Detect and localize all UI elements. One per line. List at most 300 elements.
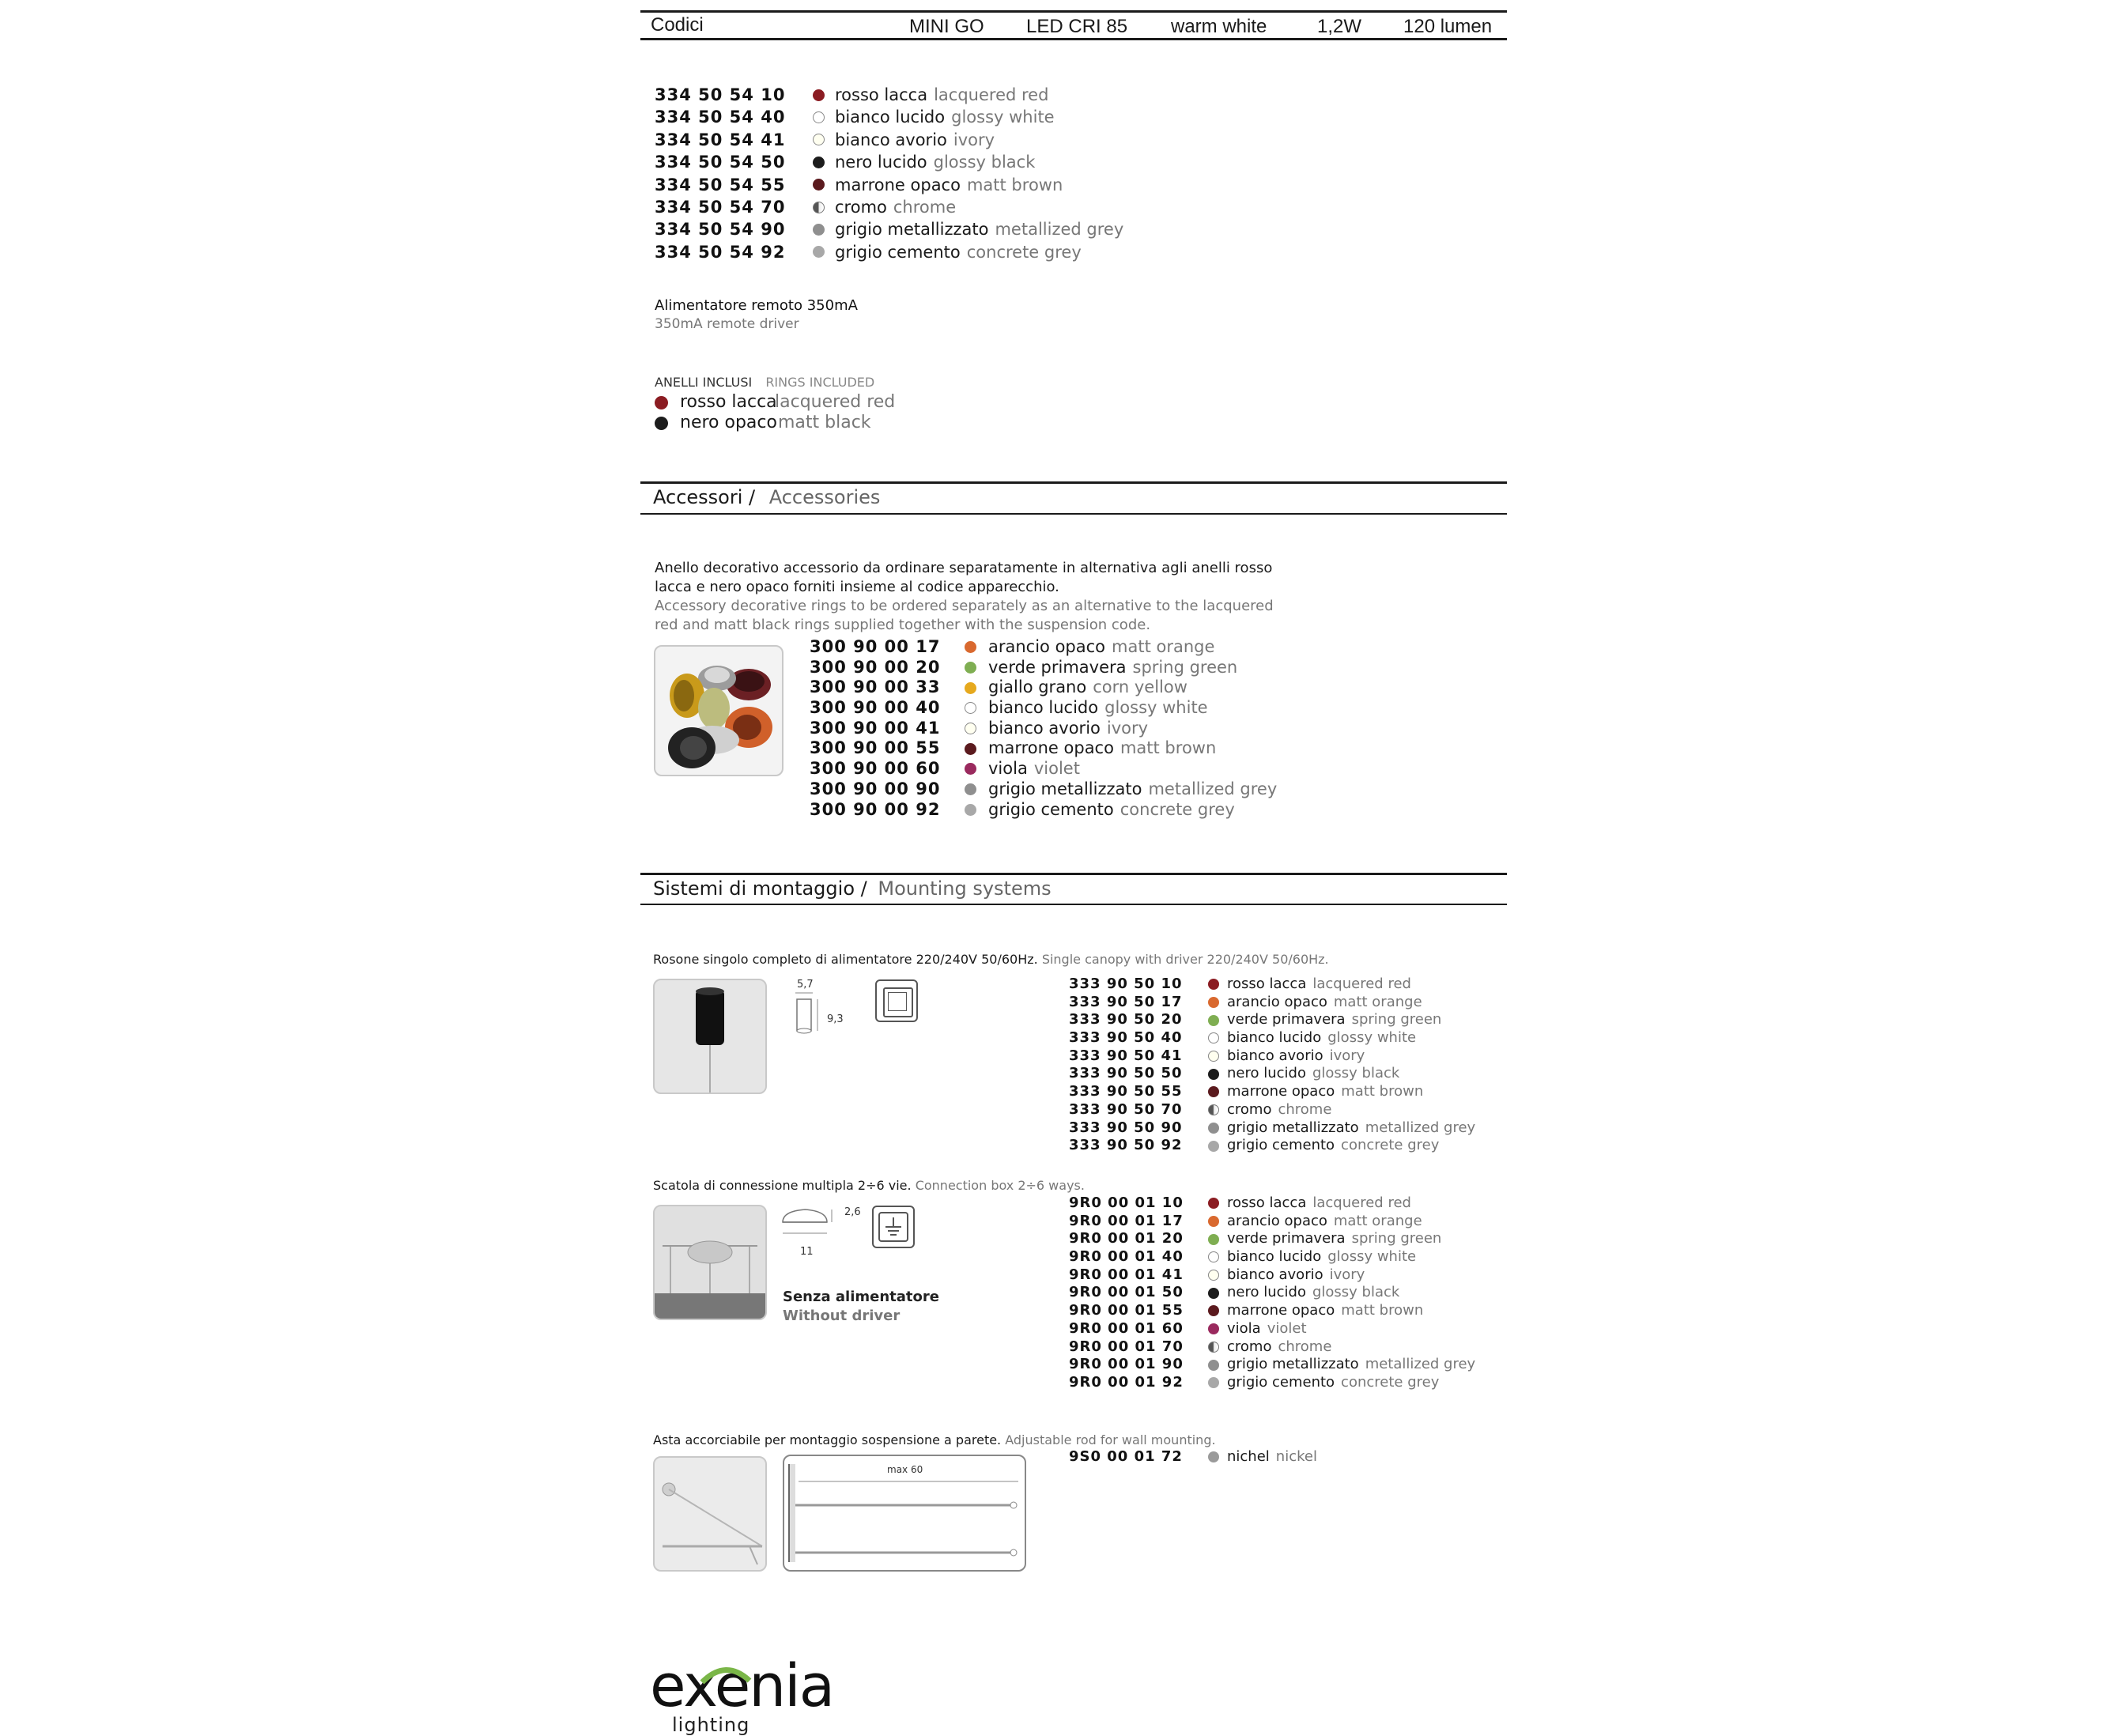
list-item — [655, 151, 1208, 173]
list-item — [1069, 1119, 1543, 1138]
list-item — [1069, 1083, 1543, 1101]
finish-name-en: metallized grey — [1365, 1119, 1476, 1136]
finish-name-it: rosso lacca — [1227, 976, 1307, 992]
color-swatch-icon — [1208, 1104, 1219, 1115]
product-code: 300 90 00 33 — [810, 677, 941, 697]
finish-name — [988, 779, 1277, 800]
accessories-bottom-rule — [640, 513, 1507, 515]
accessory-code-list — [810, 637, 1363, 820]
finish-name-it: marrone opaco — [1227, 1083, 1335, 1100]
finish-name — [988, 738, 1216, 759]
color-swatch-icon — [813, 202, 825, 213]
finish-name-it: marrone opaco — [835, 175, 961, 194]
finish-name — [1227, 1320, 1307, 1338]
rod-photo-image — [655, 1458, 765, 1570]
list-item — [810, 759, 1363, 779]
rod-desc — [653, 1432, 1216, 1447]
finish-name-it: verde primavera — [1227, 1230, 1346, 1247]
finish-name-it: cromo — [835, 197, 887, 217]
finish-name-it: nichel — [1227, 1448, 1270, 1465]
list-item — [810, 779, 1363, 800]
finish-name-en: ivory — [1329, 1266, 1365, 1283]
color-swatch-icon — [1208, 1032, 1219, 1043]
list-item — [1069, 1137, 1543, 1155]
finish-name-en: chrome — [1278, 1100, 1332, 1118]
finish-name — [988, 759, 1080, 779]
finish-name-en: matt orange — [1112, 637, 1215, 656]
product-code: 333 90 50 41 — [1069, 1047, 1183, 1064]
finish-name-it: grigio metallizzato — [1227, 1356, 1359, 1373]
main-code-list — [655, 84, 1208, 263]
color-swatch-icon — [813, 111, 825, 123]
mounting-title-it: Sistemi di montaggio / — [653, 877, 867, 900]
finish-name-it: marrone opaco — [1227, 1302, 1335, 1319]
list-item — [1069, 1011, 1543, 1029]
finish-name-it: giallo grano — [988, 677, 1087, 697]
list-item — [655, 84, 1208, 106]
finish-name — [835, 174, 1063, 196]
color-swatch-icon — [1208, 1288, 1219, 1299]
product-code: 334 50 54 10 — [655, 85, 786, 104]
product-code: 334 50 54 40 — [655, 108, 786, 127]
driver-it: Alimentatore remoto 350mA — [655, 297, 858, 314]
finish-name — [1227, 1356, 1475, 1374]
finish-name-en: ivory — [953, 130, 995, 149]
color-swatch-icon — [1208, 1305, 1219, 1316]
list-item — [1069, 1248, 1543, 1266]
rings-photo-image — [655, 647, 782, 775]
box-note-it: Senza alimentatore — [783, 1289, 939, 1305]
product-code: 300 90 00 55 — [810, 738, 941, 758]
product-code: 334 50 54 55 — [655, 175, 786, 194]
finish-name — [1227, 1194, 1411, 1213]
rod-desc-it: Asta accorciabile per montaggio sospensione a parete. — [653, 1432, 1002, 1447]
product-code: 9R0 00 01 90 — [1069, 1356, 1184, 1373]
canopy-desc-it: Rosone singolo completo di alimentatore 220/240V 50/60Hz. — [653, 952, 1038, 967]
finish-name-en: matt orange — [1333, 993, 1422, 1010]
finish-name-en: glossy white — [1104, 698, 1208, 718]
canopy-desc-en: Single canopy with driver 220/240V 50/60Hz. — [1041, 952, 1329, 967]
product-code: 333 90 50 70 — [1069, 1100, 1183, 1118]
color-swatch-icon — [1208, 997, 1219, 1008]
accessories-desc-en-1: Accessory decorative rings to be ordered separately as an alternative to the lacquered — [655, 598, 1274, 614]
product-code: 334 50 54 92 — [655, 242, 786, 262]
finish-name-it: bianco avorio — [1227, 1047, 1323, 1064]
list-item — [655, 129, 1208, 151]
finish-name — [1227, 1119, 1475, 1138]
color-swatch-icon — [1208, 1086, 1219, 1097]
color-swatch-icon — [1208, 1251, 1219, 1262]
canopy-photo-image — [655, 980, 765, 1093]
ground-symbol-icon — [872, 1206, 915, 1248]
canopy-desc — [653, 952, 1329, 967]
product-code: 333 90 50 10 — [1069, 976, 1183, 992]
finish-name-it: bianco lucido — [1227, 1248, 1322, 1266]
color-swatch-icon — [965, 723, 976, 734]
color-swatch-icon — [1208, 1141, 1219, 1152]
finish-name — [1227, 1083, 1423, 1101]
finish-name-it: verde primavera — [988, 657, 1127, 677]
finish-name-en: metallized grey — [1148, 779, 1278, 798]
finish-name-en: spring green — [1351, 1011, 1442, 1028]
product-code: 9R0 00 01 10 — [1069, 1194, 1184, 1211]
product-code: 333 90 50 55 — [1069, 1083, 1183, 1100]
list-item — [655, 241, 1208, 263]
color-swatch-icon — [965, 763, 976, 775]
finish-name-it: arancio opaco — [1227, 993, 1327, 1010]
list-item — [810, 637, 1363, 658]
product-code: 9R0 00 01 41 — [1069, 1266, 1184, 1283]
finish-name — [1227, 1137, 1439, 1155]
finish-name-en: metallized grey — [995, 220, 1124, 240]
finish-name-it: rosso lacca — [1227, 1194, 1307, 1211]
lumen: 120 lumen — [1403, 16, 1493, 37]
logo-tagline: lighting — [672, 1714, 750, 1736]
color-swatch-icon — [813, 224, 825, 236]
codes-label: Codici — [651, 14, 704, 36]
finish-name-it: grigio cemento — [835, 242, 961, 262]
finish-name — [835, 151, 1035, 173]
product-code: 300 90 00 60 — [810, 759, 941, 779]
list-item — [810, 719, 1363, 739]
finish-name-en: lacquered red — [1312, 1194, 1411, 1211]
finish-name-en: lacquered red — [934, 85, 1049, 104]
finish-name-it: grigio cemento — [1227, 1373, 1335, 1391]
color-swatch-icon — [965, 783, 976, 795]
accessories-title-it: Accessori / — [653, 486, 756, 508]
list-item — [1069, 1284, 1543, 1302]
rod-dim-label: max 60 — [887, 1464, 923, 1475]
finish-name — [835, 218, 1123, 240]
canopy-square-icon — [875, 979, 918, 1022]
list-item — [655, 218, 1208, 240]
finish-name — [835, 129, 995, 151]
finish-name-en: glossy white — [951, 108, 1055, 127]
led-spec: LED CRI 85 — [1026, 16, 1128, 37]
color-swatch-icon — [813, 246, 825, 258]
list-item — [810, 738, 1363, 759]
accessories-desc-it-2: lacca e nero opaco forniti insieme al codice apparecchio. — [655, 579, 1059, 595]
box-dim-w: 11 — [800, 1246, 814, 1258]
finish-name-en: glossy white — [1327, 1248, 1417, 1266]
color-swatch-icon — [965, 743, 976, 755]
finish-name-it: cromo — [1227, 1338, 1272, 1355]
list-item — [655, 413, 1050, 433]
finish-name-en: spring green — [1351, 1230, 1442, 1247]
finish-name-en: ivory — [1329, 1047, 1365, 1064]
finish-name — [1227, 1101, 1331, 1119]
finish-name — [1227, 1266, 1365, 1285]
rings-label — [655, 375, 874, 390]
color-swatch-icon — [965, 641, 976, 653]
finish-name-en: chrome — [893, 197, 957, 217]
finish-name — [1227, 1448, 1317, 1466]
color-swatch-icon — [1208, 1051, 1219, 1062]
finish-name-it: grigio metallizzato — [988, 779, 1142, 798]
finish-name — [988, 658, 1237, 678]
list-item — [810, 698, 1363, 719]
finish-name-en: violet — [1267, 1319, 1307, 1337]
color-swatch-icon — [1208, 1360, 1219, 1371]
finish-name — [1227, 1065, 1399, 1083]
rings-label-en: RINGS INCLUDED — [765, 375, 875, 390]
box-dim-h: 2,6 — [844, 1206, 861, 1218]
finish-name-it: marrone opaco — [988, 738, 1114, 758]
color-swatch-icon — [965, 702, 976, 714]
color-swatch-icon — [1208, 1198, 1219, 1209]
product-code: 334 50 54 41 — [655, 130, 786, 149]
product-code: 300 90 00 20 — [810, 657, 941, 677]
finish-name — [988, 719, 1148, 739]
finish-name-it: grigio metallizzato — [1227, 1119, 1359, 1136]
finish-name-en: chrome — [1278, 1338, 1332, 1355]
color-swatch-icon — [965, 804, 976, 816]
finish-name-it: rosso lacca — [680, 392, 777, 412]
box-desc — [653, 1178, 1085, 1193]
list-item — [1069, 1448, 1543, 1466]
rod-drawing — [783, 1455, 1026, 1572]
finish-name-en: concrete grey — [1341, 1373, 1440, 1391]
list-item — [1069, 1213, 1543, 1231]
color-temp: warm white — [1171, 16, 1267, 37]
finish-name-it: verde primavera — [1227, 1011, 1346, 1028]
finish-name — [1227, 1338, 1331, 1357]
finish-name-it: viola — [1227, 1319, 1261, 1337]
color-swatch-icon — [655, 396, 668, 409]
finish-name — [835, 106, 1055, 128]
finish-name-en: matt brown — [1341, 1302, 1424, 1319]
finish-name-it: grigio cemento — [988, 799, 1114, 819]
color-swatch-icon — [655, 417, 668, 430]
finish-name-it: arancio opaco — [988, 637, 1106, 656]
finish-name-en: nickel — [1275, 1448, 1317, 1465]
product-code: 9S0 00 01 72 — [1069, 1448, 1183, 1465]
mounting-title — [653, 877, 1052, 900]
finish-name-en: matt black — [778, 413, 871, 432]
finish-name-it: bianco avorio — [1227, 1266, 1323, 1283]
finish-name-it: bianco lucido — [1227, 1029, 1322, 1047]
finish-name-it: rosso lacca — [835, 85, 928, 104]
product-code: 334 50 54 50 — [655, 153, 786, 172]
color-swatch-icon — [813, 89, 825, 101]
box-dimension-drawing — [780, 1205, 843, 1244]
rod-code-list — [1069, 1448, 1543, 1466]
finish-name-en: matt brown — [966, 175, 1063, 194]
finish-name-it: nero lucido — [835, 153, 927, 172]
finish-name-en: concrete grey — [1120, 799, 1235, 819]
color-swatch-icon — [1208, 979, 1219, 990]
box-note-en: Without driver — [783, 1308, 901, 1324]
finish-name-en: violet — [1033, 759, 1080, 779]
box-desc-en: Connection box 2÷6 ways. — [915, 1178, 1085, 1193]
product-code: 9R0 00 01 92 — [1069, 1373, 1184, 1391]
color-swatch-icon — [965, 662, 976, 674]
header-bottom-rule — [640, 38, 1507, 40]
finish-name-en: lacquered red — [1312, 976, 1411, 992]
finish-name-it: bianco lucido — [835, 108, 946, 127]
list-item — [1069, 1047, 1543, 1066]
product-code: 300 90 00 17 — [810, 637, 941, 656]
finish-name-it: nero lucido — [1227, 1284, 1306, 1301]
canopy-dimension-drawing — [791, 991, 822, 1039]
finish-name-it: bianco avorio — [988, 718, 1101, 738]
finish-name-en: metallized grey — [1365, 1356, 1476, 1373]
finish-name-en: concrete grey — [1341, 1137, 1440, 1154]
rings-included-list — [655, 392, 1050, 440]
product-code: 300 90 00 90 — [810, 779, 941, 798]
color-swatch-icon — [1208, 1323, 1219, 1334]
product-code: 333 90 50 40 — [1069, 1029, 1183, 1047]
finish-name-en: ivory — [1106, 718, 1149, 738]
color-swatch-icon — [1208, 1377, 1219, 1388]
finish-name — [835, 241, 1082, 263]
finish-name-en: glossy black — [1312, 1284, 1400, 1301]
list-item — [1069, 1065, 1543, 1083]
color-swatch-icon — [965, 682, 976, 694]
rings-label-it: ANELLI INCLUSI — [655, 375, 753, 390]
canopy-photo — [653, 979, 767, 1094]
color-swatch-icon — [813, 179, 825, 191]
finish-name-it: bianco lucido — [988, 698, 1099, 718]
finish-name — [1227, 1302, 1423, 1320]
list-item — [1069, 1029, 1543, 1047]
finish-name-en: glossy white — [1327, 1029, 1417, 1047]
list-item — [655, 196, 1208, 218]
finish-name-it: nero lucido — [1227, 1065, 1306, 1082]
list-item — [1069, 1302, 1543, 1320]
canopy-dim-h: 9,3 — [827, 1013, 844, 1025]
finish-name — [1227, 1047, 1365, 1066]
box-photo — [653, 1205, 767, 1320]
product-code: 333 90 50 20 — [1069, 1011, 1183, 1028]
finish-name — [1227, 1230, 1441, 1248]
color-swatch-icon — [1208, 1216, 1219, 1227]
rod-desc-en: Adjustable rod for wall mounting. — [1005, 1432, 1216, 1447]
finish-name-it: grigio metallizzato — [835, 220, 989, 240]
product-code: 300 90 00 92 — [810, 799, 941, 819]
finish-name — [1227, 1248, 1416, 1266]
box-desc-it: Scatola di connessione multipla 2÷6 vie. — [653, 1178, 912, 1193]
list-item — [1069, 1194, 1543, 1213]
finish-name — [988, 637, 1214, 658]
product-code: 9R0 00 01 60 — [1069, 1319, 1184, 1337]
list-item — [1069, 994, 1543, 1012]
list-item — [1069, 1374, 1543, 1392]
mounting-bottom-rule — [640, 904, 1507, 905]
product-code: 9R0 00 01 55 — [1069, 1302, 1184, 1319]
finish-name — [1227, 1011, 1441, 1029]
finish-name-it: cromo — [1227, 1100, 1272, 1118]
product-code: 9R0 00 01 40 — [1069, 1248, 1184, 1266]
product-code: 333 90 50 92 — [1069, 1137, 1183, 1154]
finish-name — [1227, 1374, 1439, 1392]
canopy-dim-w: 5,7 — [797, 979, 814, 991]
product-code: 300 90 00 41 — [810, 718, 941, 738]
product-code: 333 90 50 50 — [1069, 1065, 1183, 1082]
box-photo-image — [655, 1206, 765, 1319]
list-item — [1069, 1356, 1543, 1374]
finish-name-en: glossy black — [933, 153, 1036, 172]
color-swatch-icon — [1208, 1342, 1219, 1353]
finish-name-en: matt brown — [1341, 1083, 1424, 1100]
color-swatch-icon — [1208, 1234, 1219, 1245]
finish-name — [835, 196, 956, 218]
list-item — [810, 800, 1363, 821]
accessories-desc-en-2: red and matt black rings supplied together with the suspension code. — [655, 617, 1151, 633]
product-code: 300 90 00 40 — [810, 698, 941, 718]
model-name: MINI GO — [909, 16, 984, 37]
power: 1,2W — [1317, 16, 1362, 37]
accessories-desc-it-1: Anello decorativo accessorio da ordinare separatamente in alternativa agli anelli rosso — [655, 560, 1273, 576]
finish-name-en: matt brown — [1120, 738, 1217, 758]
accessories-title — [653, 486, 880, 508]
finish-name-en: spring green — [1132, 657, 1238, 677]
finish-name-en: concrete grey — [966, 242, 1082, 262]
box-code-list — [1069, 1194, 1543, 1392]
mounting-top-rule — [640, 873, 1507, 875]
list-item — [1069, 1230, 1543, 1248]
finish-name — [1227, 1213, 1422, 1231]
finish-name-it: grigio cemento — [1227, 1137, 1335, 1154]
finish-name — [988, 800, 1235, 821]
color-swatch-icon — [1208, 1015, 1219, 1026]
list-item — [655, 174, 1208, 196]
finish-name — [988, 698, 1208, 719]
color-swatch-icon — [1208, 1451, 1219, 1462]
finish-name — [1227, 1029, 1416, 1047]
list-item — [1069, 1101, 1543, 1119]
product-code: 333 90 50 90 — [1069, 1119, 1183, 1136]
list-item — [1069, 976, 1543, 994]
finish-name-en: lacquered red — [775, 392, 896, 412]
header-top-rule — [640, 10, 1507, 13]
color-swatch-icon — [813, 134, 825, 145]
list-item — [655, 106, 1208, 128]
list-item — [1069, 1338, 1543, 1357]
rings-photo — [654, 645, 783, 776]
driver-en: 350mA remote driver — [655, 316, 799, 332]
list-item — [1069, 1266, 1543, 1285]
color-swatch-icon — [1208, 1123, 1219, 1134]
list-item — [1069, 1320, 1543, 1338]
accessories-title-en: Accessories — [768, 486, 881, 508]
list-item — [655, 392, 1050, 413]
list-item — [810, 677, 1363, 698]
finish-name — [835, 84, 1048, 106]
finish-name-en: glossy black — [1312, 1065, 1400, 1082]
finish-name — [1227, 976, 1411, 994]
product-code: 334 50 54 70 — [655, 197, 786, 217]
product-code: 9R0 00 01 50 — [1069, 1284, 1184, 1301]
finish-name-en: matt orange — [1333, 1212, 1422, 1229]
product-code: 9R0 00 01 20 — [1069, 1230, 1184, 1247]
product-code: 334 50 54 90 — [655, 220, 786, 240]
finish-name-it: nero opaco — [680, 413, 777, 432]
color-swatch-icon — [1208, 1069, 1219, 1080]
product-code: 9R0 00 01 70 — [1069, 1338, 1184, 1355]
finish-name-it: viola — [988, 759, 1028, 779]
finish-name-it: bianco avorio — [835, 130, 947, 149]
finish-name — [1227, 1284, 1399, 1302]
product-code: 9R0 00 01 17 — [1069, 1212, 1184, 1229]
finish-name-it: arancio opaco — [1227, 1212, 1327, 1229]
finish-name — [988, 677, 1187, 698]
list-item — [810, 658, 1363, 678]
logo-wordmark: exenia — [650, 1659, 834, 1720]
finish-name — [1227, 994, 1422, 1012]
accessories-top-rule — [640, 481, 1507, 484]
color-swatch-icon — [1208, 1270, 1219, 1281]
